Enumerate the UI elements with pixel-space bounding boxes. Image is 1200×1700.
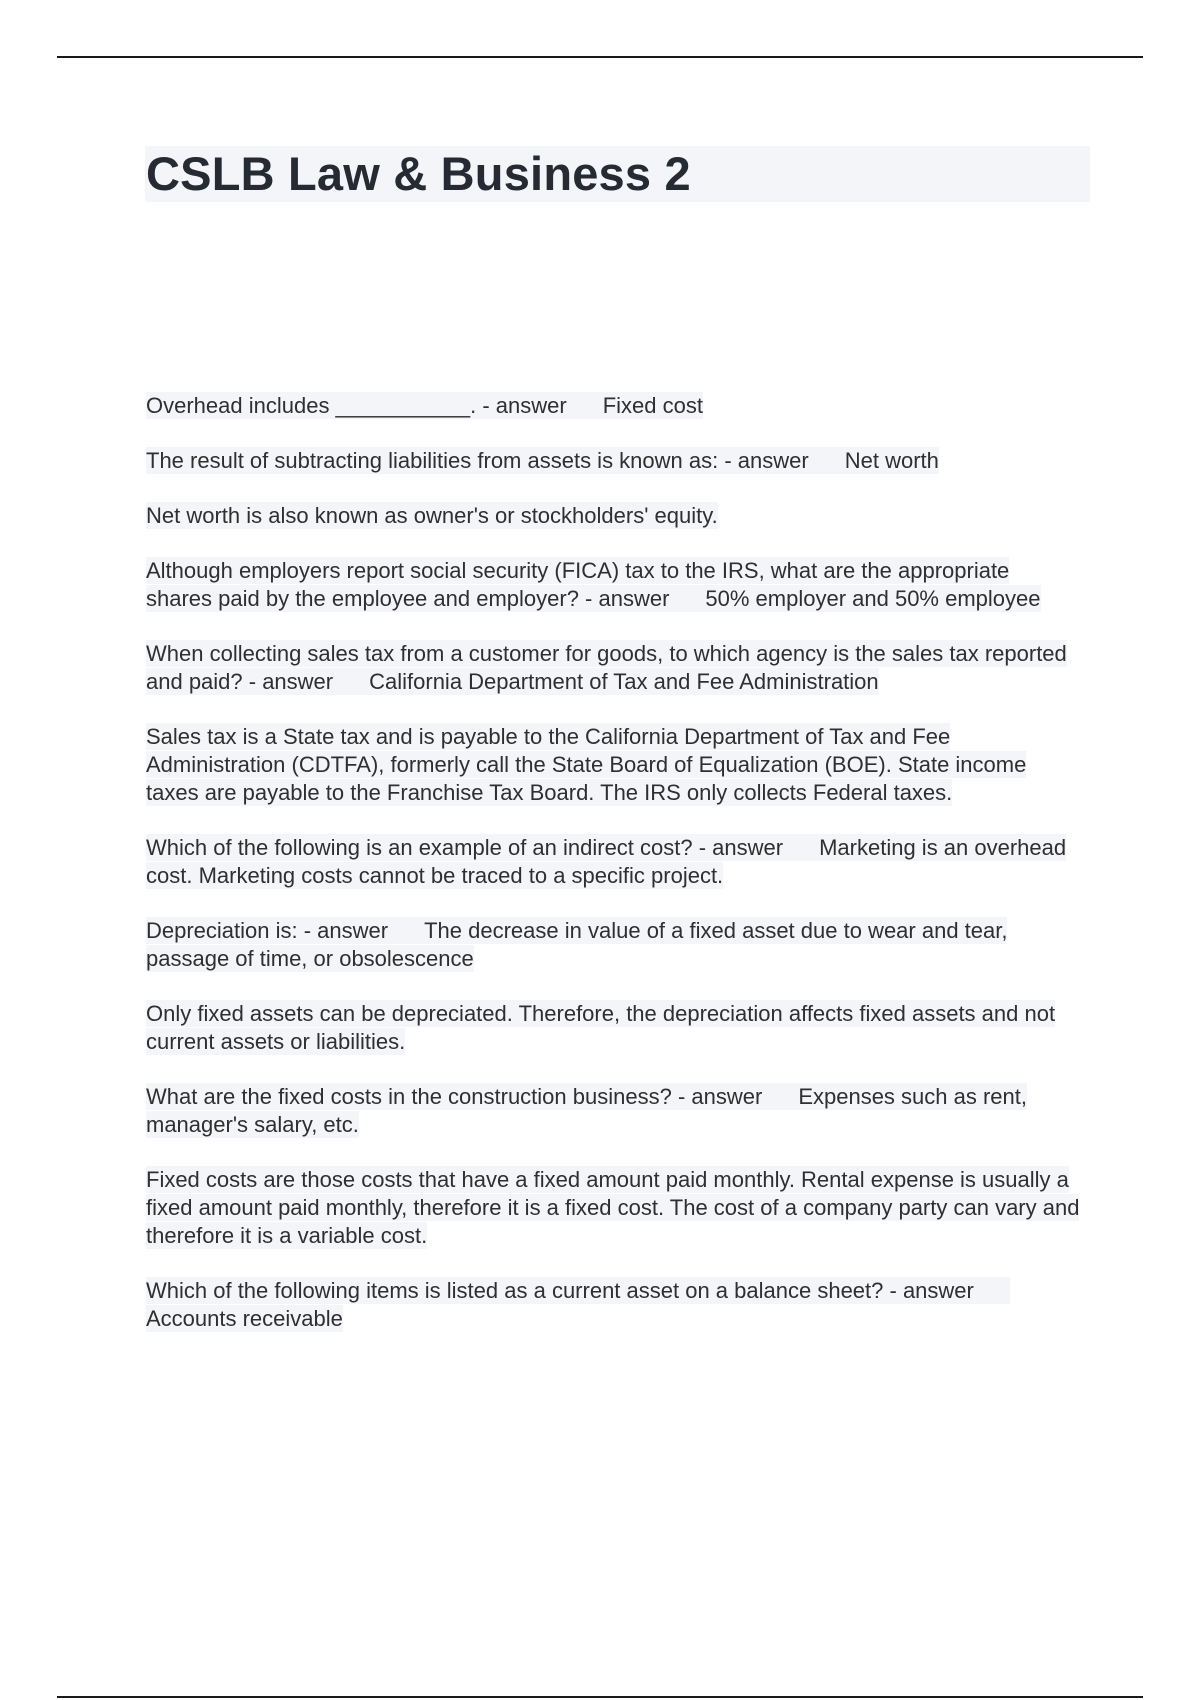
top-rule [57,56,1143,58]
qa-list [146,392,1081,1360]
qa-answer: Fixed cost [602,393,703,418]
qa-item [146,917,1081,973]
qa-explanation [146,502,1081,530]
page-title: CSLB Law & Business 2 [146,147,691,200]
qa-explanation [146,1166,1081,1250]
qa-item [146,557,1081,613]
qa-question: When collecting sales tax from a customer for goods, to which agency is the sales tax reported and paid? - answer [146,641,1067,694]
qa-answer: Accounts receivable [146,1306,343,1331]
qa-question: Although employers report social security (FICA) tax to the IRS, what are the appropriate shares paid by the employee and employer? - answer [146,558,1010,611]
qa-question: Overhead includes ___________. - answer [146,393,567,418]
qa-answer: Marketing is an overhead cost. Marketing costs cannot be traced to a specific project. [146,835,1067,888]
qa-explanation [146,1000,1081,1056]
qa-item [146,1083,1081,1139]
qa-answer: Expenses such as rent, manager's salary, etc. [146,1084,1027,1137]
qa-question: The result of subtracting liabilities from assets is known as: - answer [146,448,809,473]
qa-item [146,640,1081,696]
qa-item [146,392,1081,420]
qa-text: Fixed costs are those costs that have a fixed amount paid monthly. Rental expense is usually a fixed amount paid monthly, therefore it is a fixed cost. The cost of a company party can vary and therefore it is a variable cost. [146,1167,1080,1248]
qa-question: Depreciation is: - answer [146,918,389,943]
qa-answer: California Department of Tax and Fee Administration [369,669,879,694]
qa-text: Only fixed assets can be depreciated. Therefore, the depreciation affects fixed assets and not current assets or liabilities. [146,1001,1056,1054]
qa-answer: The decrease in value of a fixed asset due to wear and tear, passage of time, or obsolescence [146,918,1008,971]
qa-answer: Net worth [844,448,939,473]
qa-item [146,834,1081,890]
qa-text: Sales tax is a State tax and is payable to the California Department of Tax and Fee Administration (CDTFA), formerly call the State Board of Equalization (BOE). State income taxes are payable to the Franchise Tax Board. The IRS only collects Federal taxes. [146,724,1027,805]
bottom-rule [57,1696,1143,1698]
qa-explanation [146,723,1081,807]
qa-text: Net worth is also known as owner's or stockholders' equity. [146,503,718,528]
qa-item [146,1277,1081,1333]
qa-question: Which of the following is an example of an indirect cost? - answer [146,835,784,860]
qa-item [146,447,1081,475]
qa-answer: 50% employer and 50% employee [705,586,1041,611]
qa-question: What are the fixed costs in the construction business? - answer [146,1084,763,1109]
qa-question: Which of the following items is listed as a current asset on a balance sheet? - answer [146,1278,974,1303]
